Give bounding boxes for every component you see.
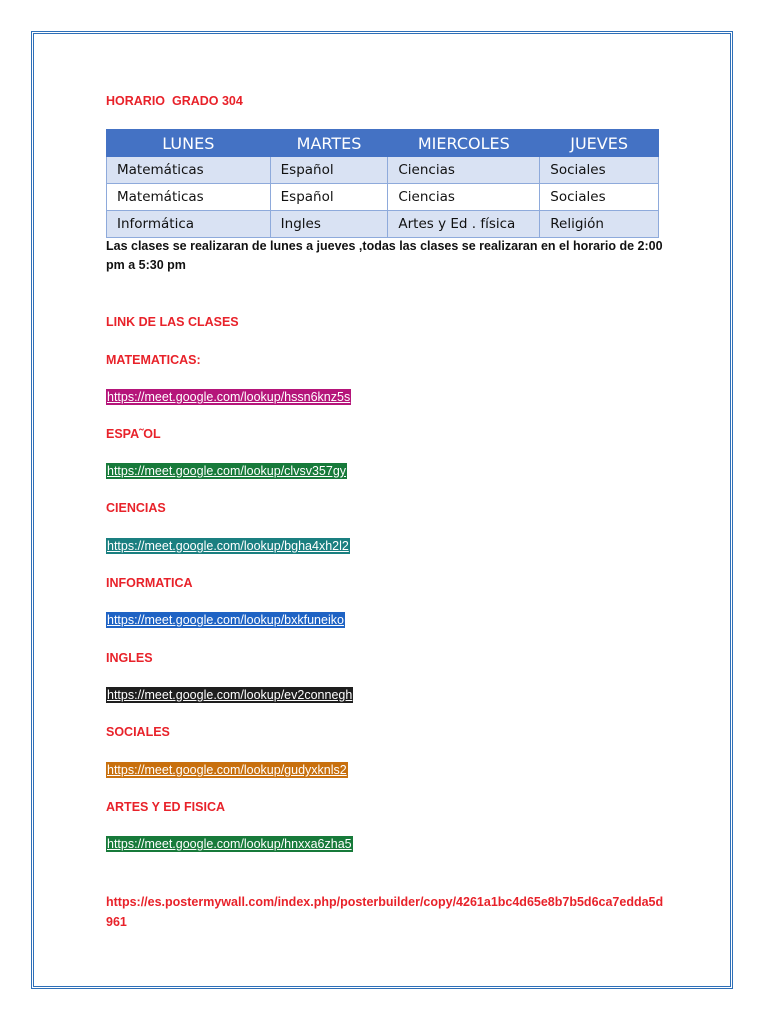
poster-url[interactable]: https://es.postermywall.com/index.php/posterbuilder/copy/4261a1bc4d65e8b7b5d6ca7edda5d961 (106, 895, 664, 929)
class-heading-matematicas: MATEMATICAS: (106, 353, 201, 367)
link-ingles[interactable]: https://meet.google.com/lookup/ev2connegh (107, 688, 353, 702)
link-ciencias[interactable]: https://meet.google.com/lookup/bgha4xh2l2 (107, 539, 349, 553)
table-row (107, 211, 659, 238)
schedule-table (106, 129, 659, 238)
table-cell: Ciencias (388, 157, 540, 184)
class-heading-ciencias: CIENCIAS (106, 501, 166, 515)
table-cell: Informática (107, 211, 271, 238)
document-title: HORARIO GRADO 304 (106, 94, 243, 108)
link-espanol[interactable]: https://meet.google.com/lookup/clvsv357gy (107, 464, 347, 478)
class-heading-sociales: SOCIALES (106, 725, 170, 739)
class-heading-ingles: INGLES (106, 651, 153, 665)
table-cell: Matemáticas (107, 184, 271, 211)
header-martes: MARTES (270, 130, 388, 157)
table-cell: Sociales (540, 157, 659, 184)
table-header-row (107, 130, 659, 157)
table-cell: Español (270, 157, 388, 184)
link-matematicas[interactable]: https://meet.google.com/lookup/hssn6knz5s (107, 390, 351, 404)
header-jueves: JUEVES (540, 130, 659, 157)
table-cell: Ciencias (388, 184, 540, 211)
class-heading-espanol: ESPA˜OL (106, 427, 161, 441)
table-cell: Español (270, 184, 388, 211)
table-cell: Artes y Ed . física (388, 211, 540, 238)
links-heading: LINK DE LAS CLASES (106, 315, 239, 329)
class-heading-informatica: INFORMATICA (106, 576, 193, 590)
table-row (107, 184, 659, 211)
schedule-note: Las clases se realizaran de lunes a jueves ,todas las clases se realizaran en el horario de 2:00 pm a 5:30 pm (106, 239, 663, 272)
class-heading-artes: ARTES Y ED FISICA (106, 800, 226, 814)
table-cell: Matemáticas (107, 157, 271, 184)
table-row (107, 157, 659, 184)
table-cell: Sociales (540, 184, 659, 211)
link-artes[interactable]: https://meet.google.com/lookup/hnxxa6zha5 (107, 837, 352, 851)
table-cell: Religión (540, 211, 659, 238)
link-sociales[interactable]: https://meet.google.com/lookup/gudyxknls2 (107, 763, 347, 777)
table-cell: Ingles (270, 211, 388, 238)
link-informatica[interactable]: https://meet.google.com/lookup/bxkfuneiko (107, 613, 344, 627)
header-lunes: LUNES (107, 130, 271, 157)
header-miercoles: MIERCOLES (388, 130, 540, 157)
